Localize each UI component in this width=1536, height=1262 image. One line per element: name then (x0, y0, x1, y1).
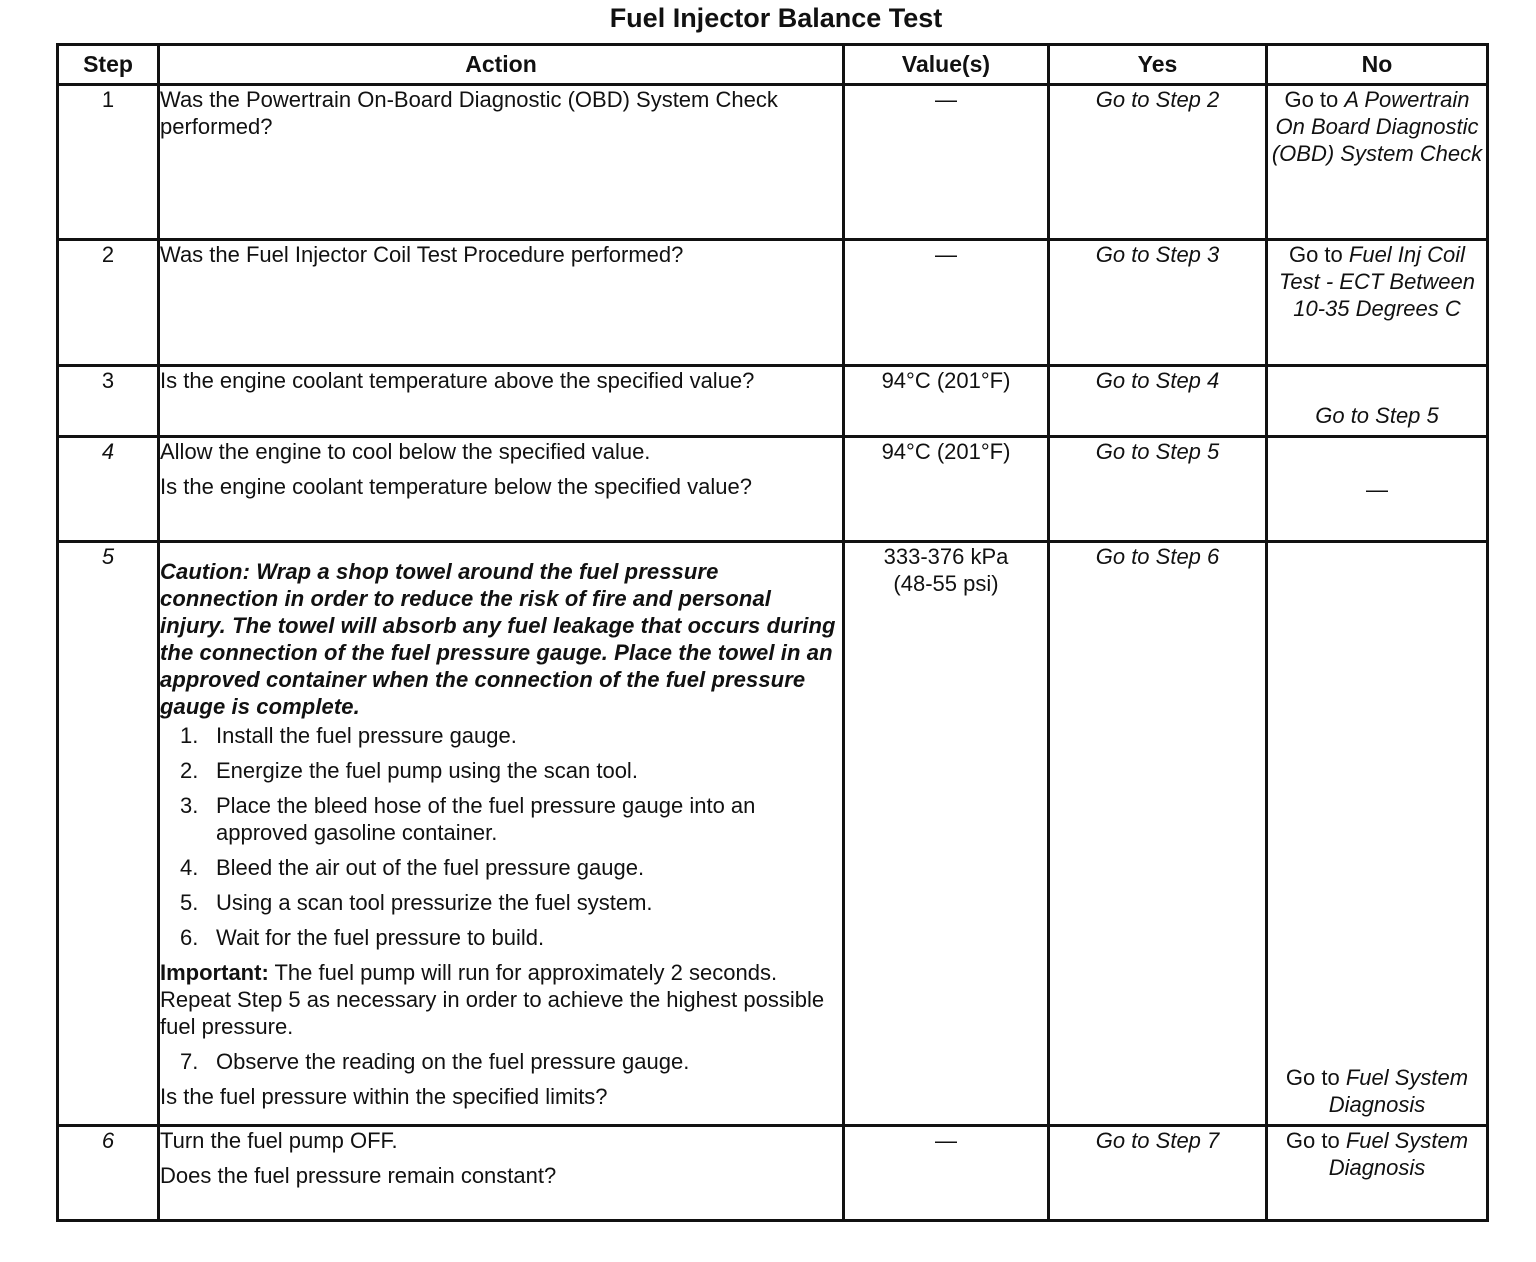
action-cell (159, 437, 844, 542)
value-cell: 94°C (201°F) (844, 366, 1049, 437)
procedure-steps-list (160, 1048, 842, 1075)
no-cell[interactable] (1267, 542, 1488, 1126)
action-cell (159, 366, 844, 437)
no-link[interactable]: Fuel Inj Coil Test - ECT Between 10-35 Degrees C (1278, 242, 1476, 321)
header-yes: Yes (1049, 45, 1267, 85)
yes-cell[interactable]: Go to Step 7 (1049, 1126, 1267, 1221)
list-item: 6. Wait for the fuel pressure to build. (180, 925, 545, 950)
no-cell[interactable] (1267, 85, 1488, 240)
procedure-table (56, 43, 1489, 1222)
value-cell: — (844, 85, 1049, 240)
step-number-cell (58, 1126, 159, 1221)
no-cell[interactable]: Go to Step 5 (1267, 366, 1488, 437)
list-item: 1. Install the fuel pressure gauge. (180, 723, 517, 748)
step-number: 3 (101, 368, 115, 393)
action-question: Is the fuel pressure within the specified limits? (160, 1084, 608, 1109)
yes-cell[interactable]: Go to Step 2 (1049, 85, 1267, 240)
yes-cell[interactable]: Go to Step 5 (1049, 437, 1267, 542)
value-kpa: 333-376 kPa (883, 544, 1009, 569)
action-text: Turn the fuel pump OFF. (160, 1128, 398, 1153)
step-number-cell (58, 240, 159, 366)
value-psi: (48-55 psi) (893, 571, 999, 596)
header-values: Value(s) (844, 45, 1049, 85)
no-prefix: Go to (1284, 87, 1339, 112)
list-item: 4. Bleed the air out of the fuel pressure gauge. (180, 855, 645, 880)
action-question: Does the fuel pressure remain constant? (160, 1163, 557, 1188)
action-text: Is the engine coolant temperature above the specified value? (160, 368, 755, 393)
no-link[interactable]: A Powertrain On Board Diagnostic (OBD) System Check (1271, 87, 1483, 166)
list-item: 3. Place the bleed hose of the fuel pressure gauge into an approved gasoline container. (180, 793, 756, 845)
step-number: 4 (101, 439, 115, 464)
action-text: Was the Powertrain On-Board Diagnostic (OBD) System Check performed? (160, 87, 778, 139)
no-prefix: Go to (1285, 1128, 1340, 1153)
list-item: 7. Observe the reading on the fuel pressure gauge. (180, 1049, 690, 1074)
value-cell (844, 542, 1049, 1126)
table-row (58, 366, 1488, 437)
procedure-steps-list (160, 722, 842, 951)
value-cell: — (844, 240, 1049, 366)
step-number: 2 (101, 242, 115, 267)
yes-cell[interactable]: Go to Step 3 (1049, 240, 1267, 366)
important-text: The fuel pump will run for approximately 2 seconds. Repeat Step 5 as necessary in order to achieve the highest possible fuel pressure. (160, 960, 825, 1039)
header-action: Action (159, 45, 844, 85)
step-number: 5 (101, 544, 115, 569)
action-question: Is the engine coolant temperature below the specified value? (160, 474, 752, 499)
step-number-cell (58, 542, 159, 1126)
table-row (58, 85, 1488, 240)
header-no: No (1267, 45, 1488, 85)
important-label: Important: (160, 960, 269, 985)
value-cell: 94°C (201°F) (844, 437, 1049, 542)
no-link[interactable]: Fuel System Diagnosis (1328, 1065, 1469, 1117)
no-cell: — (1267, 437, 1488, 542)
no-cell[interactable] (1267, 1126, 1488, 1221)
no-prefix: Go to (1285, 1065, 1340, 1090)
list-item: 5. Using a scan tool pressurize the fuel system. (180, 890, 653, 915)
action-cell (159, 1126, 844, 1221)
page-title: Fuel Injector Balance Test (609, 3, 943, 33)
important-note (160, 959, 842, 1040)
step-number-cell (58, 437, 159, 542)
step-number: 1 (101, 87, 115, 112)
action-text: Allow the engine to cool below the specified value. (160, 439, 651, 464)
action-text: Was the Fuel Injector Coil Test Procedure performed? (160, 242, 684, 267)
action-cell (159, 85, 844, 240)
step-number-cell (58, 366, 159, 437)
no-cell[interactable] (1267, 240, 1488, 366)
yes-cell[interactable]: Go to Step 4 (1049, 366, 1267, 437)
table-row (58, 542, 1488, 1126)
table-row (58, 240, 1488, 366)
action-cell (159, 240, 844, 366)
yes-cell[interactable]: Go to Step 6 (1049, 542, 1267, 1126)
no-prefix: Go to (1288, 242, 1343, 267)
table-row (58, 1126, 1488, 1221)
caution-text: Caution: Wrap a shop towel around the fuel pressure connection in order to reduce the risk of fire and personal injury. The towel will absorb any fuel leakage that occurs during the connection of the fuel pressure gauge. Place the towel in an approved container when the connection of the fuel pressure gauge is complete. (160, 559, 836, 719)
list-item: 2. Energize the fuel pump using the scan tool. (180, 758, 638, 783)
step-number-cell (58, 85, 159, 240)
header-step: Step (58, 45, 159, 85)
table-header-row (58, 45, 1488, 85)
value-cell: — (844, 1126, 1049, 1221)
action-cell (159, 542, 844, 1126)
step-number: 6 (101, 1128, 115, 1153)
table-row (58, 437, 1488, 542)
no-link[interactable]: Fuel System Diagnosis (1328, 1128, 1469, 1180)
